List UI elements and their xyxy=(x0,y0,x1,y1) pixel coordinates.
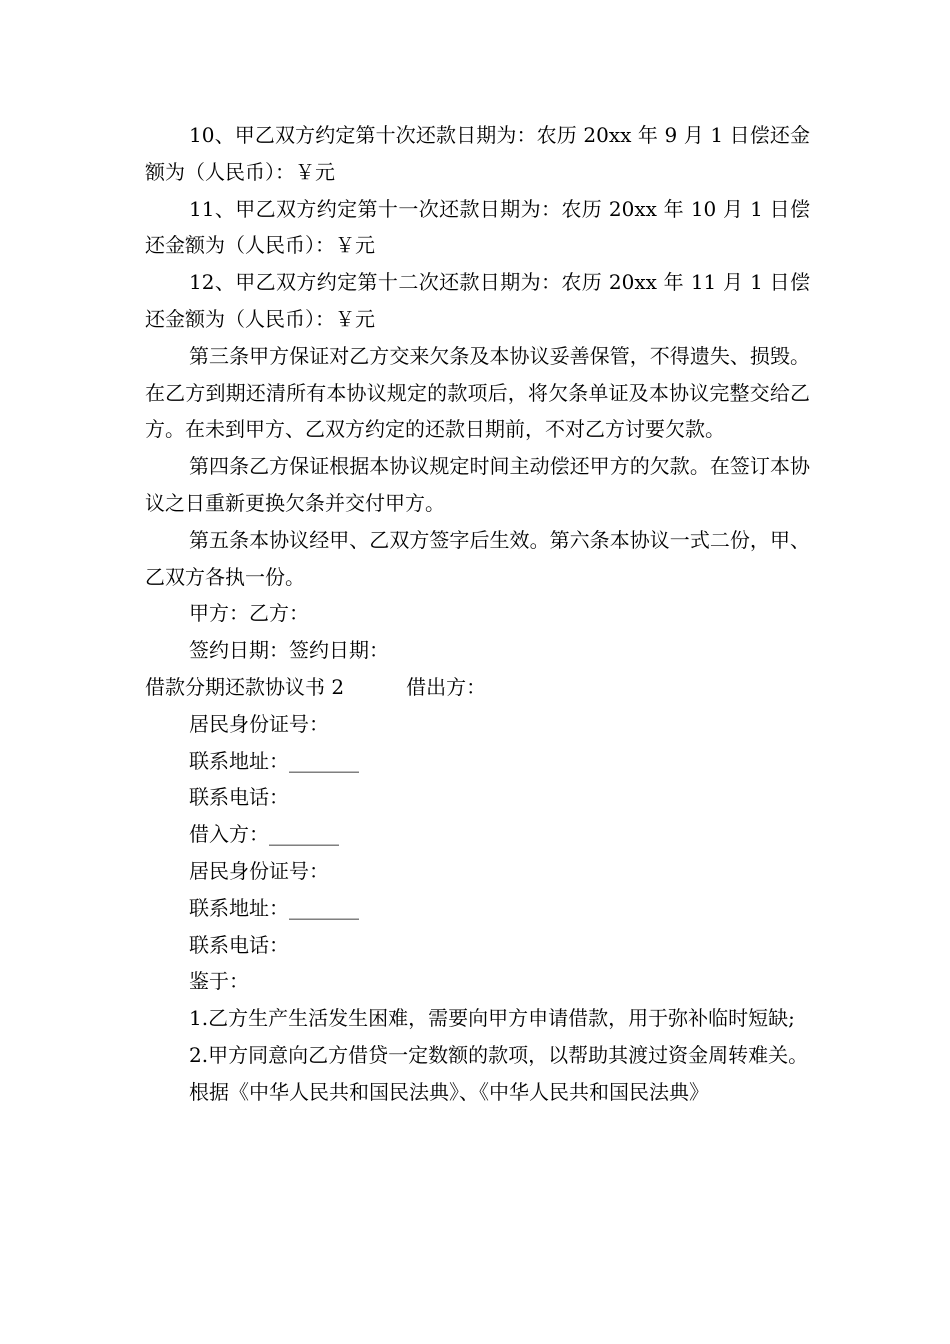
paragraph-article-5: 第五条本协议经甲、乙双方签字后生效。第六条本协议一式二份，甲、乙双方各执一份。 xyxy=(145,527,810,589)
section-heading: 借款分期还款协议书 2 xyxy=(145,674,345,699)
borrower-phone: 联系电话： xyxy=(189,932,289,957)
signature-dates: 签约日期：签约日期： xyxy=(189,638,389,663)
lender-id-number: 居民身份证号： xyxy=(189,711,329,736)
lender-phone: 联系电话： xyxy=(189,785,289,810)
borrower-id-number: 居民身份证号： xyxy=(189,858,329,883)
legal-basis: 根据《中华人民共和国民法典》、《中华人民共和国民法典》 xyxy=(189,1079,709,1104)
paragraph-repayment-10: 10、甲乙双方约定第十次还款日期为：农历 20xx 年 9 月 1 日偿还金额为（人民币）：￥元 xyxy=(145,123,810,184)
borrower-label: 借入方：_______ xyxy=(189,822,339,847)
borrower-address: 联系地址：_______ xyxy=(189,895,359,920)
section-heading-line xyxy=(145,669,810,706)
paragraph-repayment-12: 12、甲乙双方约定第十二次还款日期为：农历 20xx 年 11 月 1 日偿还金额为（人民币）：￥元 xyxy=(145,270,810,331)
paragraph-article-4: 第四条乙方保证根据本协议规定时间主动偿还甲方的欠款。在签订本协议之日重新更换欠条并交付甲方。 xyxy=(145,454,810,515)
paragraph-article-3: 第三条甲方保证对乙方交来欠条及本协议妥善保管，不得遗失、损毁。在乙方到期还清所有本协议规定的款项后，将欠条单证及本协议完整交给乙方。在未到甲方、乙双方约定的还款日期前，不对乙方讨要欠款。 xyxy=(145,343,810,442)
whereas-label: 鉴于： xyxy=(189,969,249,994)
document-body xyxy=(145,117,810,1111)
lender-address: 联系地址：_______ xyxy=(189,748,359,773)
paragraph-repayment-11: 11、甲乙双方约定第十一次还款日期为：农历 20xx 年 10 月 1 日偿还金额为（人民币）：￥元 xyxy=(145,196,810,258)
lender-label: 借出方： xyxy=(406,674,487,699)
signature-parties: 甲方：乙方： xyxy=(189,601,309,626)
whereas-item-1: 1.乙方生产生活发生困难，需要向甲方申请借款，用于弥补临时短缺; xyxy=(189,1006,795,1031)
whereas-item-2: 2.甲方同意向乙方借贷一定数额的款项，以帮助其渡过资金周转难关。 xyxy=(189,1042,809,1067)
